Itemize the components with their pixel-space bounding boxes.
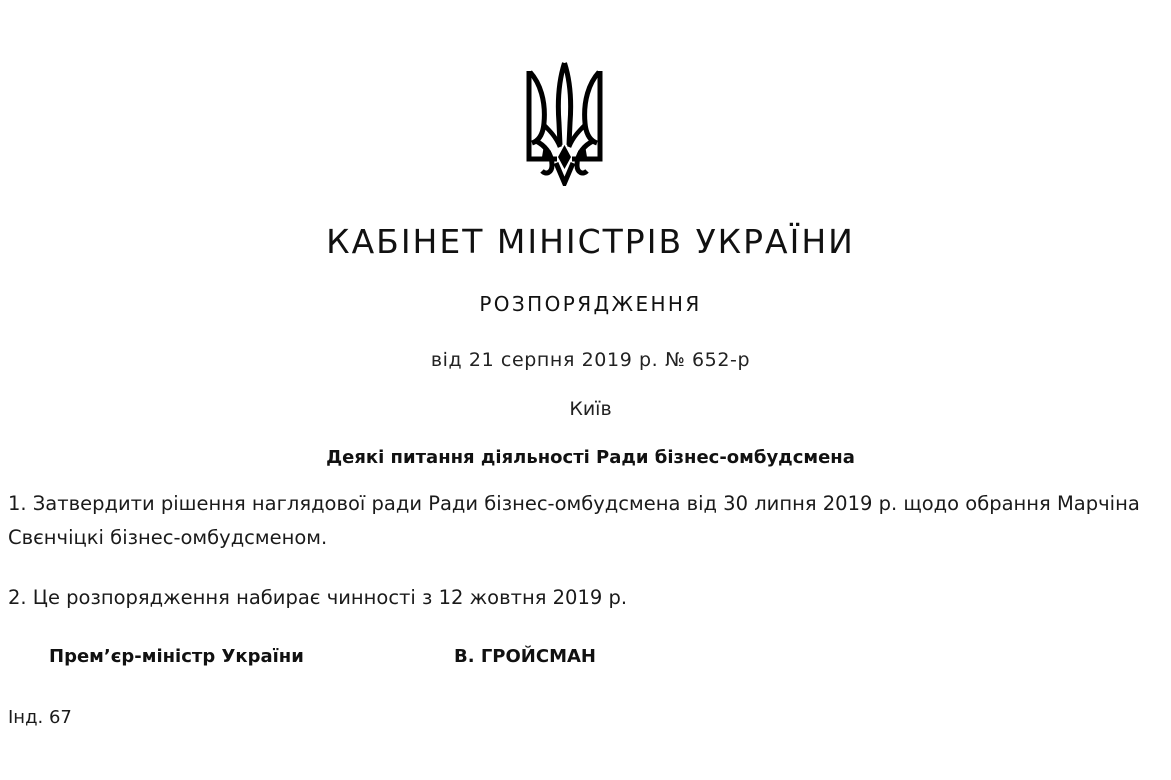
signature-position: Прем’єр-міністр України bbox=[49, 646, 304, 667]
paragraph-2: 2. Це розпорядження набирає чинності з 12 жовтня 2019 р. bbox=[8, 586, 628, 609]
document-title: Деякі питання діяльності Ради бізнес-омбудсмена bbox=[326, 447, 855, 468]
signature-name: В. ГРОЙСМАН bbox=[454, 646, 596, 667]
document-type: РОЗПОРЯДЖЕННЯ bbox=[479, 292, 702, 316]
paragraph-1: 1. Затвердити рішення наглядової ради Ради бізнес-омбудсмена від 30 липня 2019 р. щодо обрання Марчіна Свєнчіцкі бізнес-омбудсменом. bbox=[8, 492, 1140, 549]
city: Київ bbox=[569, 398, 612, 420]
ukraine-trident-icon bbox=[526, 61, 603, 186]
organization-title: КАБІНЕТ МІНІСТРІВ УКРАЇНИ bbox=[326, 222, 855, 261]
document-index: Інд. 67 bbox=[8, 707, 72, 728]
date-and-number: від 21 серпня 2019 р. № 652-р bbox=[430, 349, 751, 371]
